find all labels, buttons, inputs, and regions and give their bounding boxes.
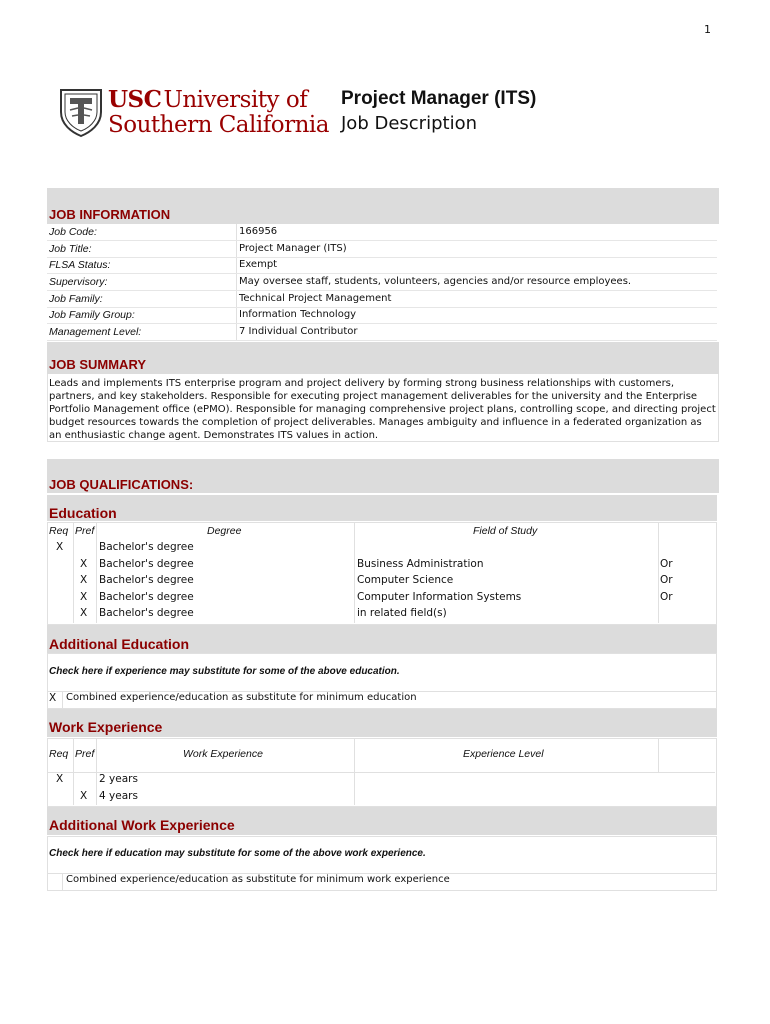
logo-line2: Southern California (108, 112, 329, 138)
edu-degree: Bachelor's degree (99, 607, 194, 619)
summary-box (47, 374, 719, 442)
work-col-experience: Work Experience (183, 748, 263, 760)
divider (658, 522, 659, 623)
edu-degree: Bachelor's degree (99, 591, 194, 603)
document-title: Project Manager (ITS) (341, 88, 537, 109)
education-heading: Education (49, 505, 117, 521)
info-label: Job Code: (49, 226, 97, 238)
edu-degree: Bachelor's degree (99, 574, 194, 586)
edu-pref: X (80, 591, 88, 603)
info-label: Supervisory: (49, 276, 108, 288)
info-row (47, 324, 717, 341)
info-value: Project Manager (ITS) (239, 243, 347, 254)
work-col-pref: Pref (75, 748, 95, 760)
qualifications-heading: JOB QUALIFICATIONS: (49, 477, 194, 492)
education-col-field: Field of Study (473, 525, 538, 537)
edu-pref: X (80, 574, 88, 586)
education-col-degree: Degree (207, 525, 242, 537)
edu-field: Computer Information Systems (357, 591, 522, 603)
info-value: Technical Project Management (239, 293, 392, 304)
info-label: Job Title: (49, 243, 92, 255)
edu-conj: Or (660, 558, 673, 570)
divider (62, 691, 63, 708)
divider (62, 873, 63, 890)
edu-degree: Bachelor's degree (99, 558, 194, 570)
edu-field: Computer Science (357, 574, 454, 586)
info-row (47, 274, 717, 291)
usc-seal-icon (58, 86, 104, 138)
edu-conj: Or (660, 591, 673, 603)
info-row (47, 257, 717, 274)
edu-pref: X (80, 558, 88, 570)
additional-education-item: Combined experience/education as substitute for minimum education (66, 692, 417, 703)
work-col-req: Req (49, 748, 69, 760)
divider (96, 522, 97, 623)
info-value: May oversee staff, students, volunteers, agencies and/or resource employees. (239, 276, 632, 287)
logo-line1: University of (163, 87, 308, 113)
education-band (47, 495, 717, 521)
divider (73, 522, 74, 623)
work-years: 4 years (99, 790, 138, 802)
job-summary-heading: JOB SUMMARY (49, 357, 147, 372)
edu-pref: X (80, 607, 88, 619)
info-value: 7 Individual Contributor (239, 326, 358, 337)
work-req: X (56, 773, 64, 785)
divider (47, 772, 715, 773)
page-number: 1 (704, 23, 711, 36)
info-value: Exempt (239, 259, 278, 270)
logo-wordmark-line1 (108, 86, 307, 113)
additional-work-note: Check here if education may substitute for some of the above work experience. (49, 848, 426, 859)
additional-education-note: Check here if experience may substitute for some of the above education. (49, 666, 400, 677)
info-label: FLSA Status: (49, 259, 111, 271)
info-label: Management Level: (49, 326, 142, 338)
document-subtitle: Job Description (341, 113, 477, 134)
info-row (47, 291, 717, 308)
info-value: 166956 (239, 226, 278, 237)
info-row (47, 241, 717, 258)
logo-usc: USC (108, 86, 162, 113)
education-col-pref: Pref (75, 525, 95, 537)
edu-req: X (56, 541, 64, 553)
info-label: Job Family: (49, 293, 103, 305)
edu-field: Business Administration (357, 558, 484, 570)
edu-field: in related field(s) (357, 607, 447, 619)
work-experience-heading: Work Experience (49, 719, 163, 735)
edu-degree: Bachelor's degree (99, 541, 194, 553)
info-row (47, 224, 717, 241)
additional-work-item: Combined experience/education as substitute for minimum work experience (66, 874, 450, 885)
job-information-heading: JOB INFORMATION (49, 207, 171, 222)
info-row (47, 307, 717, 324)
info-value: Information Technology (239, 309, 357, 320)
divider (658, 738, 659, 772)
job-summary-band (47, 342, 719, 374)
additional-education-heading: Additional Education (49, 636, 189, 652)
work-pref: X (80, 790, 88, 802)
edu-conj: Or (660, 574, 673, 586)
info-label: Job Family Group: (49, 309, 135, 321)
work-years: 2 years (99, 773, 138, 785)
education-col-req: Req (49, 525, 69, 537)
additional-work-heading: Additional Work Experience (49, 817, 235, 833)
job-summary-text: Leads and implements ITS enterprise program and project delivery by forming strong business relationships with customers, partners, and key stakeholders. Responsible for executing project management deliverables for the university and the Enterprise Portfolio Management office (ePMO). Responsible for managing comprehensive project plans, controlling scope, and directing project budget resources towards the completion of project deliverables. Manages ambiguity and influence in a federated organization as an enthusiastic change agent. Demonstrates ITS values in action. (49, 378, 716, 441)
divider (354, 522, 355, 623)
additional-education-checkbox[interactable]: X (49, 692, 57, 704)
work-col-level: Experience Level (463, 748, 544, 760)
